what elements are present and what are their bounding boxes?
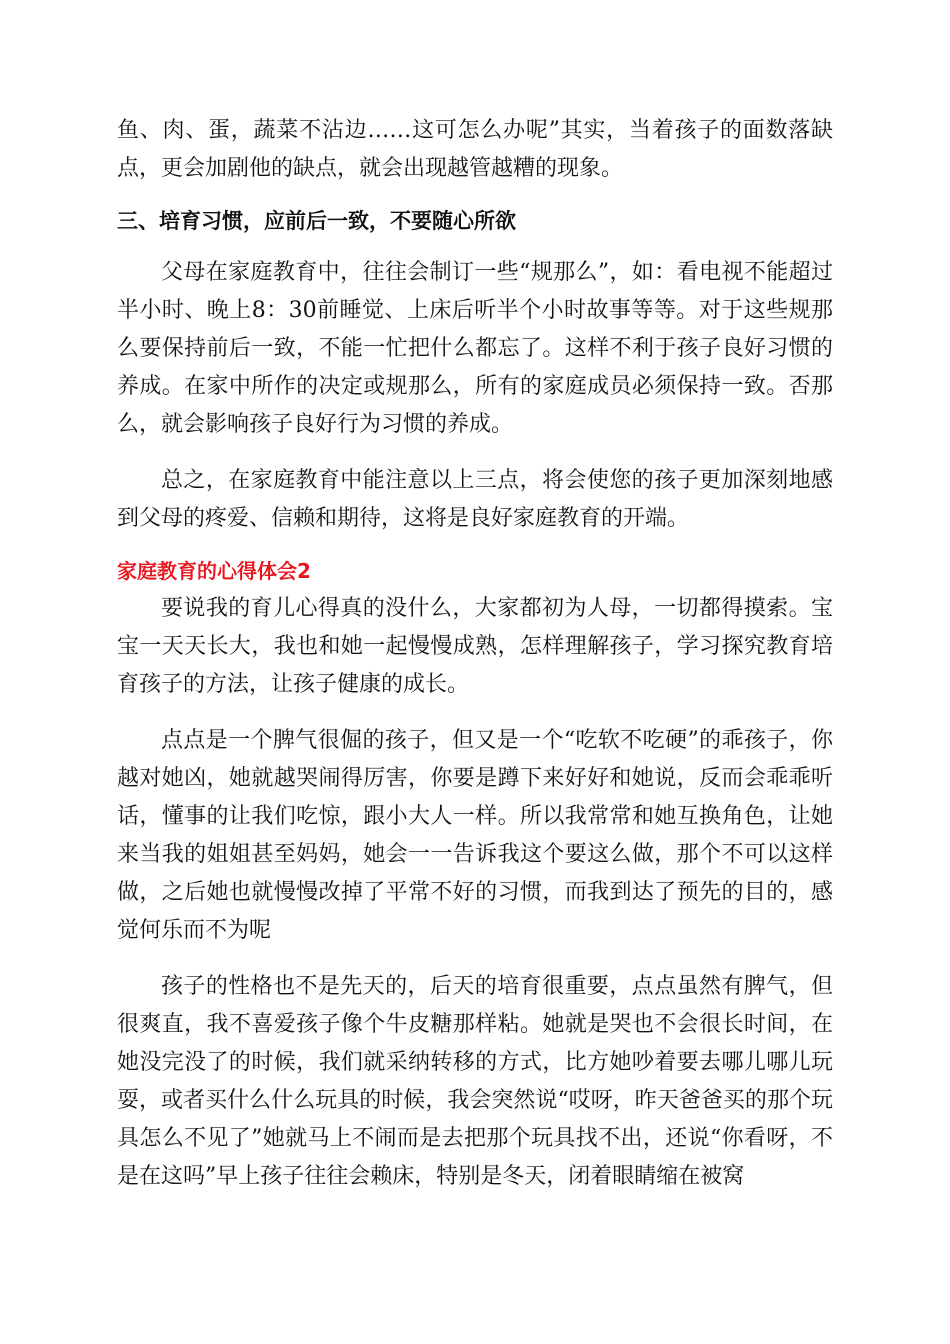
paragraph-summary: 总之，在家庭教育中能注意以上三点，将会使您的孩子更加深刻地感到父母的疼爱、信赖和期待，这将是良好家庭教育的开端。 [117, 468, 833, 531]
paragraph-intro: 要说我的育儿心得真的没什么，大家都初为人母，一切都得摸索。宝宝一天天长大，我也和她一起慢慢成熟，怎样理解孩子，学习探究教育培育孩子的方法，让孩子健康的成长。 [117, 596, 833, 697]
paragraph-diandian: 点点是一个脾气很倔的孩子，但又是一个“吃软不吃硬”的乖孩子，你越对她凶，她就越哭闹得厉害，你要是蹲下来好好和她说，反而会乖乖听话，懂事的让我们吃惊，跟小大人一样。所以我常常和她互换角色，让她来当我的姐姐甚至妈妈，她会一一告诉我这个要这么做，那个不可以这样做，之后她也就慢慢改掉了平常不好的习惯，而我到达了预先的目的，感觉何乐而不为呢 [117, 728, 833, 943]
paragraph-rules: 父母在家庭教育中，往往会制订一些“规那么”，如：看电视不能超过半小时、晚上8：30前睡觉、上床后听半个小时故事等等。对于这些规那么要保持前后一致，不能一忙把什么都忘了。这样不利于孩子良好习惯的养成。在家中所作的决定或规那么，所有的家庭成员必须保持一致。否那么，就会影响孩子良好行为习惯的养成。 [117, 260, 833, 437]
paragraph-continued: 鱼、肉、蛋，蔬菜不沾边……这可怎么办呢”其实，当着孩子的面数落缺点，更会加剧他的缺点，就会出现越管越糟的现象。 [117, 118, 833, 181]
subheading-habits: 三、培育习惯，应前后一致，不要随心所欲 [117, 209, 516, 233]
section-title: 家庭教育的心得体会2 [117, 559, 311, 583]
document-page [117, 112, 833, 1196]
paragraph-personality: 孩子的性格也不是先天的，后天的培育很重要，点点虽然有脾气，但很爽直，我不喜爱孩子像个牛皮糖那样粘。她就是哭也不会很长时间，在她没完没了的时候，我们就采纳转移的方式，比方她吵着要去哪儿哪儿玩耍，或者买什么什么玩具的时候，我会突然说“哎呀，昨天爸爸买的那个玩具怎么不见了”她就马上不闹而是去把那个玩具找不出，还说“你看呀，不是在这吗”早上孩子往往会赖床，特别是冬天，闭着眼睛缩在被窝 [117, 974, 833, 1189]
